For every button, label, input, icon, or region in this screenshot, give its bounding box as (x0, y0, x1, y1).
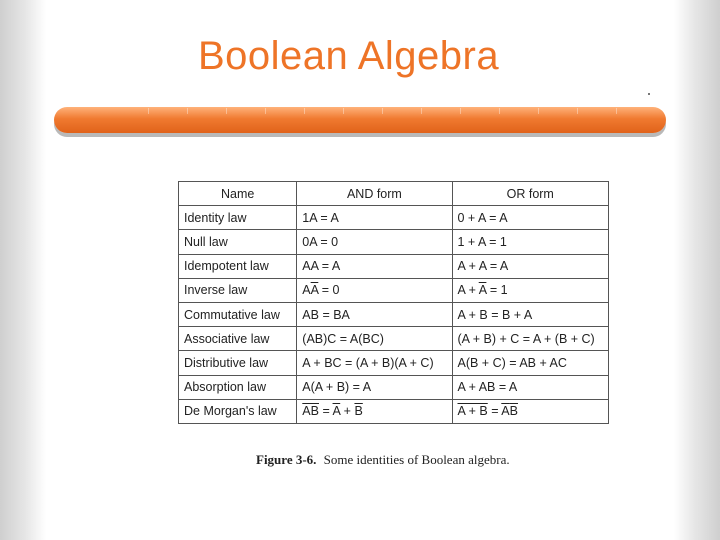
table-body (179, 206, 609, 424)
table-row (179, 351, 609, 375)
law-name-cell: Associative law (179, 327, 297, 351)
boolean-identities-table (178, 181, 609, 424)
expression-text: = 0 (318, 283, 340, 298)
table-row (179, 302, 609, 326)
or-form-cell (452, 230, 609, 254)
or-form-cell (452, 254, 609, 278)
expression-text: + (340, 404, 355, 419)
expression-text: A (302, 283, 311, 298)
complemented-term: $\overline{AB}$ (302, 404, 319, 419)
or-form-cell (452, 375, 609, 399)
and-form-cell (297, 230, 452, 254)
law-name-cell: Null law (179, 230, 297, 254)
left-edge-decoration (0, 0, 46, 540)
law-name-cell: Commutative law (179, 302, 297, 326)
and-form-cell (297, 375, 452, 399)
header-or-form: OR form (452, 182, 609, 206)
table-row (179, 278, 609, 302)
law-name-cell: De Morgan's law (179, 399, 297, 423)
or-form-cell (452, 351, 609, 375)
expression-text: A(A + B) = A (302, 380, 372, 395)
expression-text: (A + B) + C = A + (B + C) (457, 331, 595, 346)
expression-text: (AB)C = A(BC) (302, 331, 384, 346)
or-form-cell (452, 327, 609, 351)
table-row (179, 399, 609, 423)
complemented-term: $\overline{B}$ (509, 404, 518, 419)
expression-text: A(B + C) = AB + AC (457, 355, 567, 370)
law-name-cell: Absorption law (179, 375, 297, 399)
law-name-cell: Idempotent law (179, 254, 297, 278)
law-name-cell: Identity law (179, 206, 297, 230)
table-row (179, 230, 609, 254)
expression-text: AA = A (302, 259, 341, 274)
or-form-cell (452, 278, 609, 302)
decorative-dot (648, 93, 650, 95)
expression-text: A + A = A (457, 259, 509, 274)
and-form-cell (297, 351, 452, 375)
title-bar-texture (110, 108, 655, 114)
expression-text: = (318, 404, 333, 419)
and-form-cell (297, 278, 452, 302)
expression-text: A + B = B + A (457, 307, 533, 322)
table-header-row (179, 182, 609, 206)
and-form-cell (297, 399, 452, 423)
table-row (179, 206, 609, 230)
expression-text: = 1 (486, 283, 508, 298)
complemented-term: A + B (457, 404, 488, 419)
expression-text: AB = BA (302, 307, 350, 322)
figure-caption (256, 452, 510, 468)
slide-title: Boolean Algebra (198, 34, 500, 78)
and-form-cell (297, 302, 452, 326)
and-form-cell (297, 327, 452, 351)
table-row (179, 375, 609, 399)
header-and-form: AND form (297, 182, 452, 206)
expression-text: 1 + A = 1 (457, 234, 507, 249)
expression-text: 1A = A (302, 210, 339, 225)
figure-caption-text: Some identities of Boolean algebra. (323, 452, 510, 467)
figure-label: Figure 3-6. (256, 452, 317, 467)
expression-text: A + BC = (A + B)(A + C) (302, 355, 434, 370)
complemented-term: $\overline{A}$ (478, 283, 487, 298)
or-form-cell (452, 302, 609, 326)
or-form-cell (452, 399, 609, 423)
complemented-term: $\overline{A}$ (501, 404, 510, 419)
table-row (179, 254, 609, 278)
law-name-cell: Inverse law (179, 278, 297, 302)
law-name-cell: Distributive law (179, 351, 297, 375)
header-name: Name (179, 182, 297, 206)
right-edge-decoration (674, 0, 720, 540)
expression-text: A + (457, 283, 479, 298)
or-form-cell (452, 206, 609, 230)
and-form-cell (297, 254, 452, 278)
expression-text: A + AB = A (457, 380, 518, 395)
complemented-term: $\overline{A}$ (310, 283, 319, 298)
expression-text: = (487, 404, 502, 419)
table-row (179, 327, 609, 351)
expression-text: 0 + A = A (457, 210, 508, 225)
and-form-cell (297, 206, 452, 230)
complemented-term: $\overline{A}$ (332, 404, 341, 419)
expression-text: 0A = 0 (302, 234, 339, 249)
complemented-term: $\overline{B}$ (354, 404, 363, 419)
